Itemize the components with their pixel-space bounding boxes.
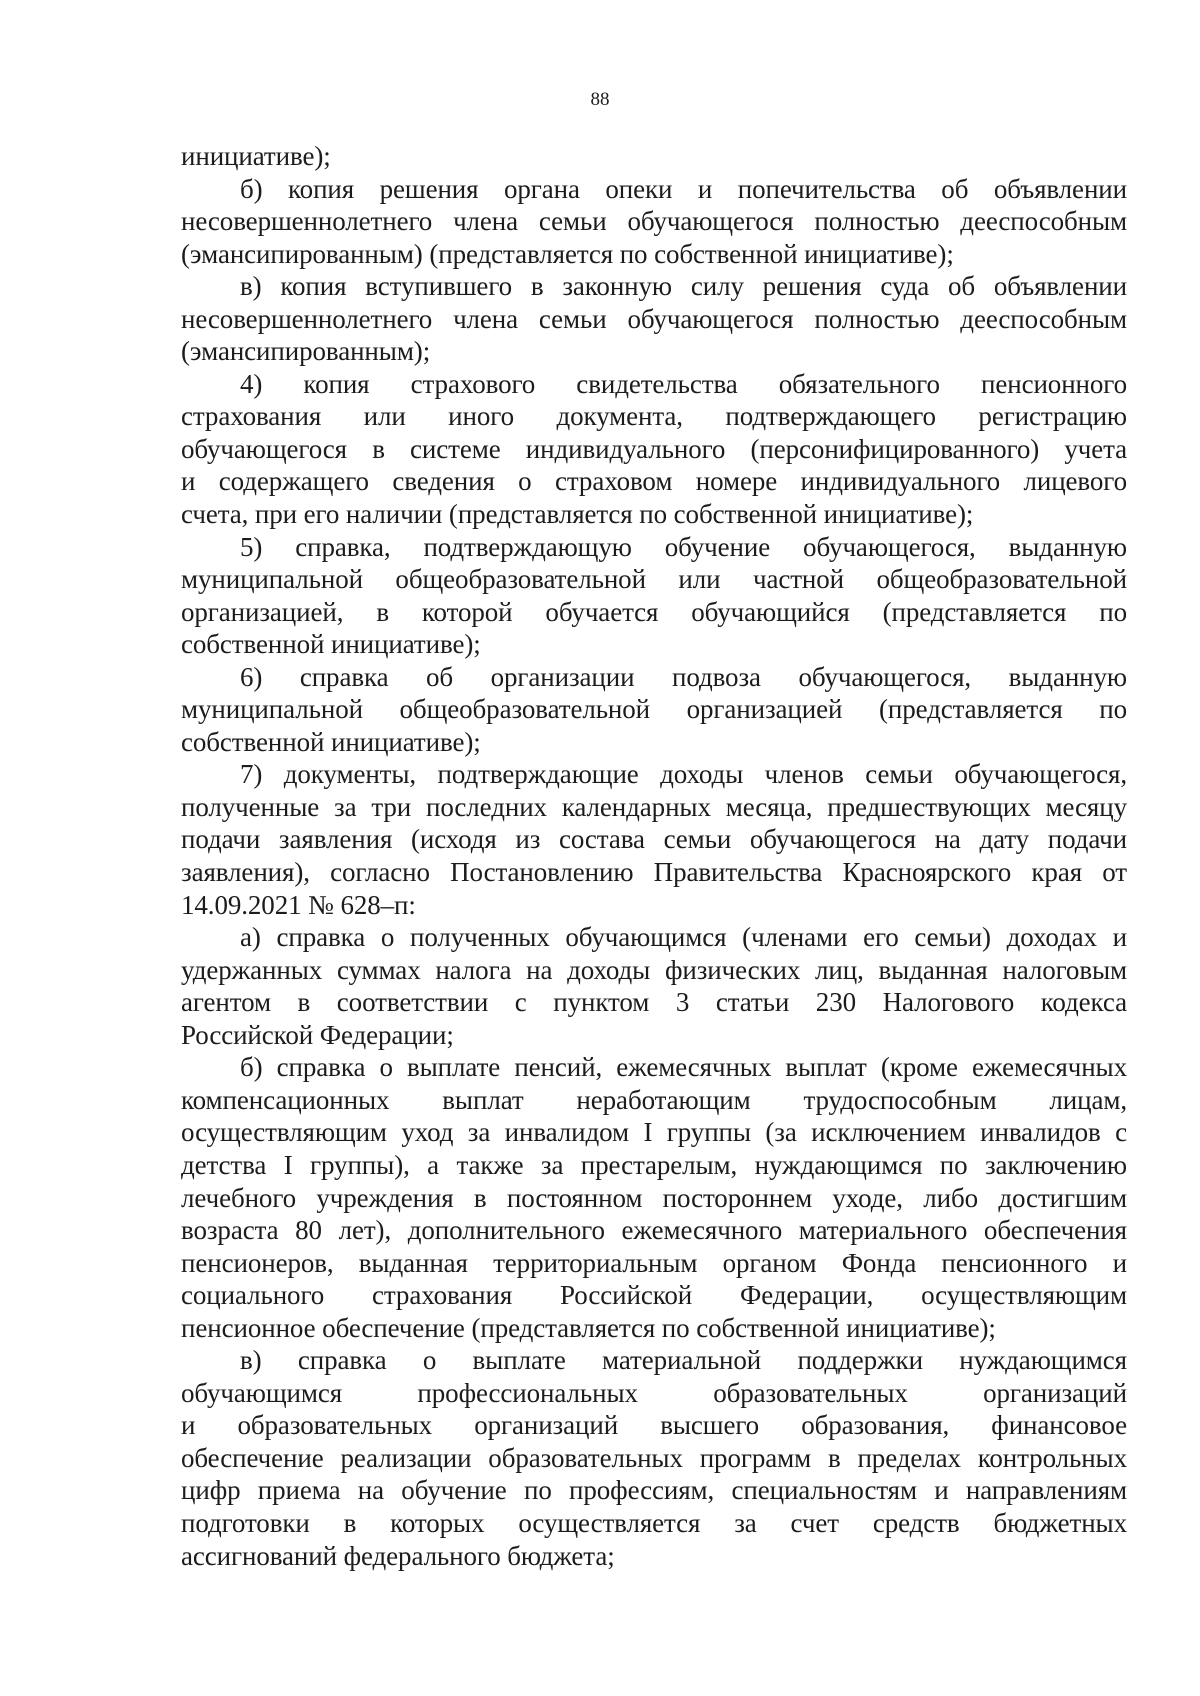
text-line: б) копия решения органа опеки и попечительства об объявлении (240, 173, 1127, 204)
paragraph-item-5-study-certificate (181, 531, 1127, 661)
text-line: полученные за три последних календарных месяца, предшествующих месяцу (181, 791, 1127, 822)
paragraph-item-4-pension-certificate (181, 368, 1127, 531)
paragraph-item-v-emancipation-court (181, 270, 1127, 368)
text-line: социального страхования Российской Федерации, осуществляющим (181, 1280, 1127, 1311)
text-line: инициативе); (181, 141, 331, 171)
text-line: 5) справка, подтверждающую обучение обучающегося, выданную (240, 531, 1127, 562)
text-line: несовершеннолетнего члена семьи обучающегося полностью дееспособным (181, 206, 1127, 237)
text-line: в) справка о выплате материальной поддержки нуждающимся (240, 1345, 1127, 1376)
text-line: 4) копия страхового свидетельства обязательного пенсионного (240, 368, 1127, 399)
paragraph-item-7-income-documents (181, 758, 1127, 921)
text-line: обеспечение реализации образовательных программ в пределах контрольных (181, 1442, 1127, 1473)
paragraph-item-a-income-tax-certificate (181, 921, 1127, 1051)
page-number: 88 (590, 89, 610, 110)
text-line: б) справка о выплате пенсий, ежемесячных выплат (кроме ежемесячных (240, 1052, 1127, 1083)
text-line: а) справка о полученных обучающимся (членами его семьи) доходах и (240, 922, 1127, 953)
text-line: организацией, в которой обучается обучающийся (представляется по (181, 596, 1127, 627)
text-line: обучающегося в системе индивидуального (персонифицированного) учета (181, 433, 1127, 464)
text-line: 14.09.2021 № 628–п: (181, 889, 416, 920)
text-line: подготовки в которых осуществляется за счет средств бюджетных (181, 1507, 1127, 1538)
text-line: компенсационных выплат неработающим трудоспособным лицам, (181, 1084, 1127, 1115)
text-line: (эмансипированным); (181, 336, 431, 367)
text-line: осуществляющим уход за инвалидом I группы (за исключением инвалидов с (181, 1117, 1127, 1148)
text-line: в) копия вступившего в законную силу решения суда об объявлении (240, 271, 1127, 302)
document-body (181, 140, 1127, 1572)
text-line: и содержащего сведения о страховом номере индивидуального лицевого (181, 466, 1127, 497)
text-line: Российской Федерации; (181, 1019, 454, 1050)
text-line: пенсионеров, выданная территориальным органом Фонда пенсионного и (181, 1247, 1127, 1278)
text-line: агентом в соответствии с пунктом 3 статьи 230 Налогового кодекса (181, 987, 1127, 1018)
text-line: ассигнований федерального бюджета; (181, 1540, 615, 1571)
text-line: 7) документы, подтверждающие доходы членов семьи обучающегося, (240, 759, 1127, 790)
text-line: подачи заявления (исходя из состава семьи обучающегося на дату подачи (181, 824, 1127, 855)
paragraph-item-b-emancipation-guardianship (181, 173, 1127, 271)
paragraph-continuation (181, 140, 1127, 173)
text-line: собственной инициативе); (181, 726, 481, 757)
text-line: возраста 80 лет), дополнительного ежемесячного материального обеспечения (181, 1215, 1127, 1246)
text-line: 6) справка об организации подвоза обучающегося, выданную (240, 661, 1127, 692)
paragraph-item-b-pension-payments (181, 1051, 1127, 1344)
text-line: заявления), согласно Постановлению Правительства Красноярского края от (181, 857, 1127, 888)
text-line: муниципальной общеобразовательной организацией (представляется по (181, 694, 1127, 725)
text-line: детства I группы), а также за престарелым, нуждающимся по заключению (181, 1149, 1127, 1180)
text-line: пенсионное обеспечение (представляется по собственной инициативе); (181, 1312, 996, 1343)
text-line: собственной инициативе); (181, 629, 481, 660)
text-line: лечебного учреждения в постоянном постороннем уходе, либо достигшим (181, 1182, 1127, 1213)
text-line: обучающимся профессиональных образовательных организаций (181, 1377, 1127, 1408)
text-line: цифр приема на обучение по профессиям, специальностям и направлениям (181, 1475, 1127, 1506)
text-line: муниципальной общеобразовательной или частной общеобразовательной (181, 564, 1127, 595)
text-line: удержанных суммах налога на доходы физических лиц, выданная налоговым (181, 954, 1127, 985)
paragraph-item-v-material-support (181, 1344, 1127, 1572)
text-line: несовершеннолетнего члена семьи обучающегося полностью дееспособным (181, 303, 1127, 334)
text-line: страхования или иного документа, подтверждающего регистрацию (181, 401, 1127, 432)
text-line: счета, при его наличии (представляется по собственной инициативе); (181, 499, 974, 530)
text-line: (эмансипированным) (представляется по собственной инициативе); (181, 238, 954, 269)
paragraph-item-6-transport-certificate (181, 661, 1127, 759)
text-line: и образовательных организаций высшего образования, финансовое (181, 1410, 1127, 1441)
